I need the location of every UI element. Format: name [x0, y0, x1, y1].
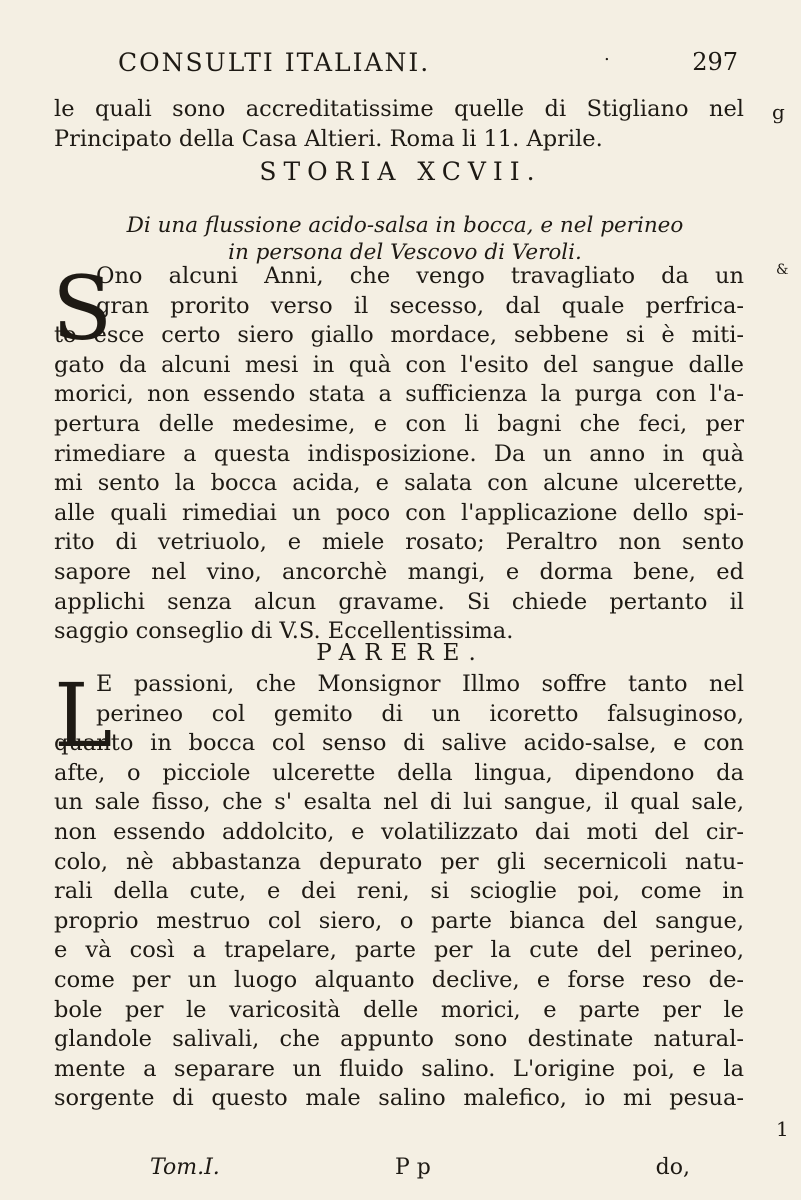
text-line: come per un luogo alquanto declive, e forse reso de- — [54, 966, 744, 993]
running-header — [118, 44, 738, 77]
storia-body — [52, 257, 744, 647]
margin-mark: & — [776, 262, 789, 278]
text-line: bole per le varicosità delle morici, e parte per le — [54, 996, 744, 1023]
page-number: 297 — [692, 48, 738, 76]
text-line: applichi senza alcun gravame. Si chiede pertanto il — [54, 588, 744, 615]
text-line: perineo col gemito di un icoretto falsuginoso, — [96, 700, 744, 727]
opening-paragraph — [54, 95, 744, 154]
subtitle-line: Di una flussione acido-salsa in bocca, e nel perineo — [126, 213, 684, 238]
catchword: do, — [655, 1155, 690, 1180]
parere-title: PARERE. — [316, 640, 485, 666]
storia-dropcap: S — [52, 257, 113, 360]
text-line: gato da alcuni mesi in quà con l'esito del sangue dalle — [54, 351, 744, 378]
running-title: CONSULTI ITALIANI. — [118, 48, 431, 77]
text-line: non essendo addolcito, e volatilizzato dai moti del cir- — [54, 818, 744, 845]
text-line: morici, non essendo stata a sufficienza la purga con l'a- — [54, 381, 744, 408]
text-line: alle quali rimediai un poco con l'applicazione dello spi- — [54, 499, 744, 526]
text-line: mi sento la bocca acida, e salata con alcune ulcerette, — [54, 470, 744, 497]
text-line: glandole salivali, che appunto sono destinate natural- — [54, 1026, 744, 1053]
text-line: E passioni, che Monsignor Illmo soffre tanto nel — [96, 671, 744, 697]
signature: Tom.I. — [150, 1155, 220, 1180]
signature-mark: P p — [395, 1155, 431, 1180]
storia-subtitle — [60, 212, 750, 266]
text-line: e và così a trapelare, parte per la cute del perineo, — [54, 937, 744, 964]
text-line: Principato della Casa Altieri. Roma li 11. Aprile. — [54, 125, 603, 152]
text-line: Ono alcuni Anni, che vengo travagliato da un — [96, 263, 744, 289]
margin-mark: 1 — [776, 1117, 789, 1141]
text-line: afte, o picciole ulcerette della lingua, dipendono da — [54, 759, 744, 786]
text-line: rito di vetriuolo, e miele rosato; Peraltro non sento — [54, 529, 744, 556]
text-line: proprio mestruo col siero, o parte bianca del sangue, — [54, 907, 744, 934]
text-line: saggio conseglio di V.S. Eccellentissima. — [54, 618, 514, 645]
text-line: to esce certo siero giallo mordace, sebbene si è miti- — [54, 322, 744, 349]
text-line: rimediare a questa indisposizione. Da un anno in quà — [54, 440, 744, 467]
text-line: un sale fisso, che s' esalta nel di lui sangue, il qual sale, — [54, 789, 744, 816]
text-line: colo, nè abbastanza depurato per gli secernicoli natu- — [54, 848, 744, 875]
text-line: pertura delle medesime, e con li bagni che feci, per — [54, 410, 744, 437]
subtitle-line: in persona del Vescovo di Veroli. — [228, 240, 582, 265]
parere-dropcap: L — [54, 664, 113, 767]
text-line: le quali sono accreditatissime quelle di Stigliano nel — [54, 96, 744, 122]
storia-title: STORIA XCVII. — [259, 157, 542, 186]
text-line: sorgente di questo male salino malefico, io mi pesua- — [54, 1085, 744, 1112]
text-line: quanto in bocca col senso di salive acido-salse, e con — [54, 730, 744, 757]
text-line: gran prorito verso il secesso, dal quale perfrica- — [96, 292, 744, 319]
header-mark: . — [604, 44, 612, 65]
text-line: mente a separare un fluido salino. L'origine poi, e la — [54, 1055, 744, 1082]
text-line: sapore nel vino, ancorchè mangi, e dorma bene, ed — [54, 558, 744, 585]
margin-mark: g — [772, 100, 785, 124]
text-line: rali della cute, e dei reni, si scioglie poi, come in — [54, 878, 744, 905]
parere-body — [54, 664, 744, 1114]
